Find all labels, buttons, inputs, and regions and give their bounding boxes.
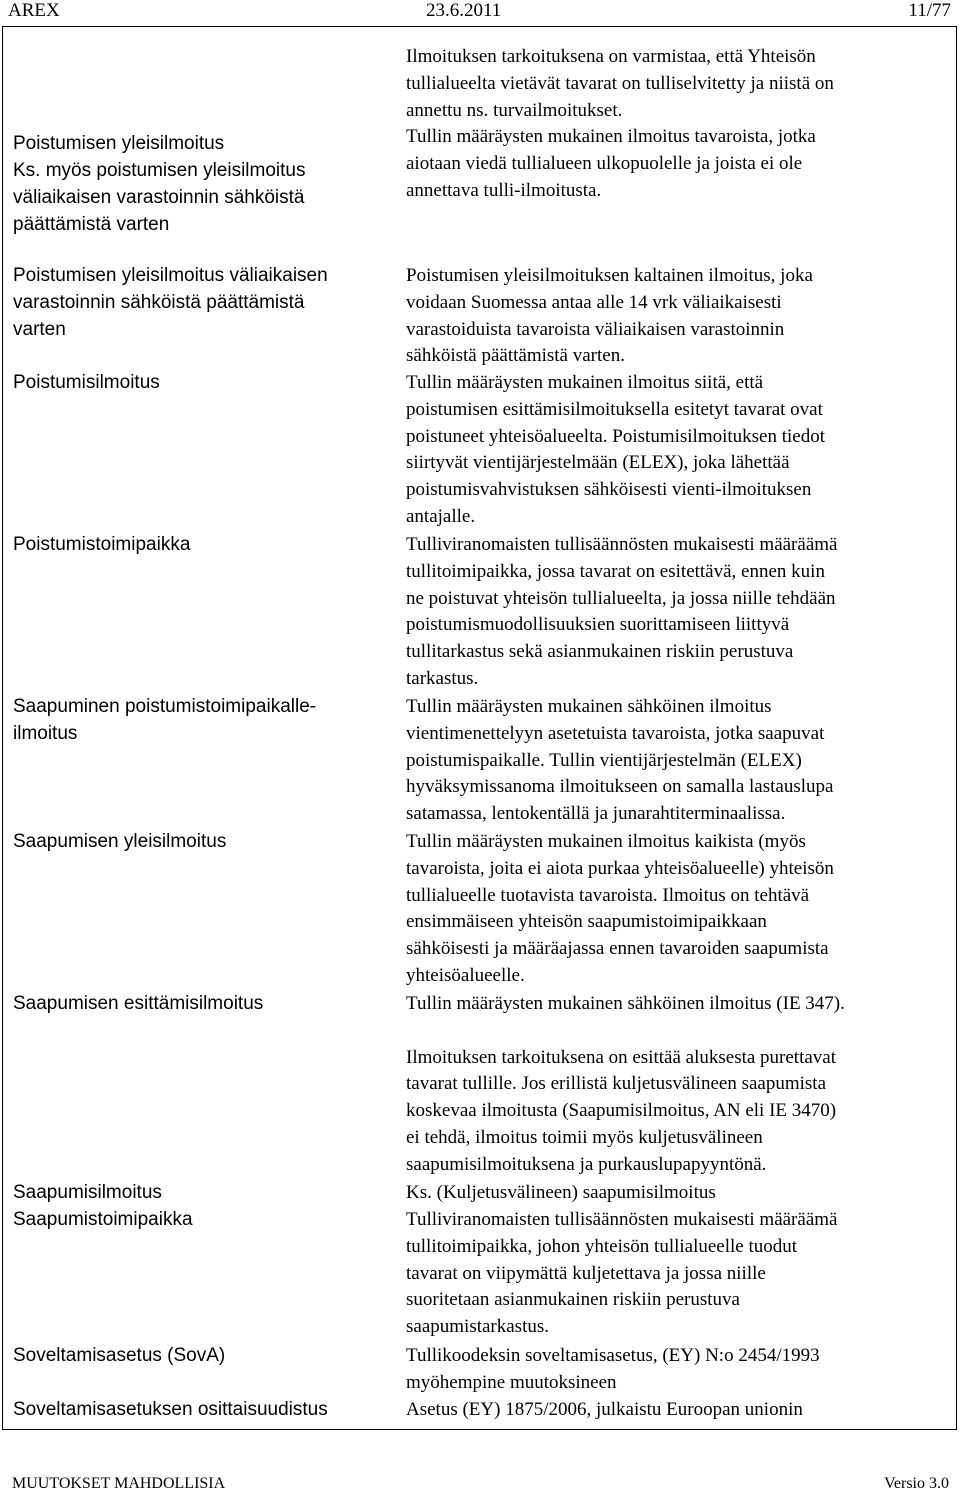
term-line: Ks. myös poistumisen yleisilmoitus <box>13 159 306 181</box>
definition-line <box>406 1018 845 1045</box>
definition-line: Ks. (Kuljetusvälineen) saapumisilmoitus <box>406 1182 716 1203</box>
glossary-definition <box>406 694 833 828</box>
term-line <box>13 78 305 105</box>
glossary-definition <box>406 1180 716 1207</box>
definition-line: vientimenettelyyn asetetuista tavaroista, jotka saapuvat <box>406 722 825 744</box>
definition-line: poistuneet yhteisöalueelta. Poistumisilmoituksen tiedot <box>406 425 826 447</box>
definition-line: Tullin määräysten mukainen ilmoitus siitä, että <box>406 372 764 393</box>
term-line: varastoinnin sähköistä päättämistä <box>13 291 305 313</box>
term-line: varten <box>13 318 66 340</box>
definition-line: tullialueelta vietävät tavarat on tulliselvitetty ja niistä on <box>406 72 834 94</box>
glossary-definition <box>406 1207 837 1341</box>
glossary-term <box>13 829 226 856</box>
definition-line: ei tehdä, ilmoitus toimii myös kuljetusvälineen <box>406 1126 763 1148</box>
definition-line: tarkastus. <box>406 667 479 689</box>
footer-version: Versio 3.0 <box>884 1475 949 1492</box>
footer-notice: MUUTOKSET MAHDOLLISIA <box>12 1475 226 1492</box>
term-line: ilmoitus <box>13 722 78 744</box>
definition-line: annettu ns. turvailmoitukset. <box>406 99 623 121</box>
definition-line: Tullin määräysten mukainen sähköinen ilmoitus (IE 347). <box>406 993 845 1014</box>
glossary-term <box>13 991 263 1018</box>
definition-line: tavarat on viipymättä kuljetettava ja jossa niille <box>406 1262 766 1284</box>
definition-line: Tullin määräysten mukainen ilmoitus kaikista (myös <box>406 831 806 852</box>
definition-line: poistumispaikalle. Tullin vientijärjestelmän (ELEX) <box>406 749 802 771</box>
definition-line: annettava tulli-ilmoitusta. <box>406 179 602 201</box>
definition-line: Tulliviranomaisten tullisäännösten mukaisesti määräämä <box>406 1209 838 1230</box>
term-line: Saapumisen esittämisilmoitus <box>13 993 264 1014</box>
definition-line: siirtyvät vientijärjestelmään (ELEX), joka lähettää <box>406 452 790 474</box>
glossary-definition <box>406 532 837 693</box>
definition-line: suoritetaan asianmukainen riskiin perustuva <box>406 1289 740 1311</box>
definition-line: Tullin määräysten mukainen ilmoitus tavaroista, jotka <box>406 126 816 148</box>
term-line: Poistumistoimipaikka <box>13 534 191 555</box>
term-line <box>13 51 305 78</box>
glossary-definition <box>406 1397 803 1424</box>
definition-line: hyväksymissanoma ilmoitukseen on samalla lastauslupa <box>406 776 834 798</box>
glossary-definition <box>406 263 813 370</box>
glossary-term <box>13 1397 328 1424</box>
definition-line: Ilmoituksen tarkoituksena on esittää aluksesta purettavat <box>406 1046 837 1068</box>
definition-line: antajalle. <box>406 505 476 527</box>
glossary-term <box>13 1343 225 1370</box>
definition-line: sähköisesti ja määräajassa ennen tavaroiden saapumista <box>406 938 829 960</box>
glossary-term <box>13 1180 162 1207</box>
term-line: Poistumisen yleisilmoitus väliaikaisen <box>13 265 328 286</box>
definition-line: yhteisöalueelle. <box>406 964 525 986</box>
definition-line: ensimmäiseen yhteisön saapumistoimipaikkaan <box>406 911 767 933</box>
term-line: Soveltamisasetus (SovA) <box>13 1345 226 1366</box>
definition-line: Tullikoodeksin soveltamisasetus, (EY) N:o 2454/1993 <box>406 1345 820 1366</box>
term-line: Saapumisilmoitus <box>13 1182 162 1203</box>
term-line: Saapuminen poistumistoimipaikalle- <box>13 696 317 717</box>
definition-line: varastoiduista tavaroista väliaikaisen varastoinnin <box>406 318 785 340</box>
document-code: AREX <box>8 0 60 21</box>
definition-line: tullialueelle tuotavista tavaroista. Ilmoitus on tehtävä <box>406 884 810 906</box>
page-header <box>0 0 960 24</box>
term-line <box>13 104 305 131</box>
definition-line: voidaan Suomessa antaa alle 14 vrk väliaikaisesti <box>406 291 782 313</box>
definition-line: saapumisilmoituksena ja purkauslupapyyntönä. <box>406 1153 767 1175</box>
term-line: päättämistä varten <box>13 213 170 235</box>
definition-line: poistumisen esittämisilmoituksella esitetyt tavarat ovat <box>406 398 823 420</box>
page-footer <box>0 1474 960 1494</box>
definition-line: sähköistä päättämistä varten. <box>406 345 625 367</box>
glossary-definition <box>406 1343 820 1397</box>
glossary-term <box>13 1207 193 1234</box>
glossary-definition <box>406 370 825 531</box>
definition-line: saapumistarkastus. <box>406 1316 550 1338</box>
term-line: Poistumisen yleisilmoitus <box>13 133 225 155</box>
definition-line: tavaroista, joita ei aiota purkaa yhteisöalueelle) yhteisön <box>406 857 834 879</box>
definition-line: Asetus (EY) 1875/2006, julkaistu Euroopan unionin <box>406 1399 803 1420</box>
definition-line: koskevaa ilmoitusta (Saapumisilmoitus, AN eli IE 3470) <box>406 1100 837 1122</box>
definition-line: Tullin määräysten mukainen sähköinen ilmoitus <box>406 696 772 717</box>
definition-line: tavarat tullille. Jos erillistä kuljetusvälineen saapumista <box>406 1073 827 1095</box>
glossary-definition <box>406 991 845 1179</box>
definition-line: tullitarkastus sekä asianmukainen riskiin perustuva <box>406 641 794 663</box>
glossary-term <box>13 24 305 238</box>
term-line: Saapumistoimipaikka <box>13 1209 193 1230</box>
definition-line: satamassa, lentokentällä ja junarahtiterminaalissa. <box>406 803 786 825</box>
definition-line: Tulliviranomaisten tullisäännösten mukaisesti määräämä <box>406 534 838 555</box>
definition-line: tullitoimipaikka, jossa tavarat on esitettävä, ennen kuin <box>406 560 825 582</box>
glossary-term <box>13 370 160 397</box>
definition-line: myöhempine muutoksineen <box>406 1371 617 1393</box>
definition-line: Poistumisen yleisilmoituksen kaltainen ilmoitus, joka <box>406 265 813 286</box>
glossary-term <box>13 532 190 559</box>
document-date: 23.6.2011 <box>426 0 502 21</box>
term-line: Saapumisen yleisilmoitus <box>13 831 227 852</box>
glossary-definition <box>406 829 834 990</box>
definition-line: tullitoimipaikka, johon yhteisön tullialueelle tuodut <box>406 1235 798 1257</box>
glossary-term <box>13 263 328 343</box>
definition-line: poistumismuodollisuuksien suorittamiseen liittyvä <box>406 614 790 636</box>
glossary-term <box>13 694 316 748</box>
definition-line: aiotaan viedä tullialueen ulkopuolelle ja joista ei ole <box>406 153 803 175</box>
definition-line: poistumisvahvistuksen sähköisesti vienti-ilmoituksen <box>406 479 812 501</box>
page-number: 11/77 <box>908 0 951 21</box>
term-line: Soveltamisasetuksen osittaisuudistus <box>13 1399 328 1420</box>
term-line <box>13 24 305 51</box>
term-line: Poistumisilmoitus <box>13 372 160 393</box>
glossary-definition <box>406 44 834 205</box>
definition-line: Ilmoituksen tarkoituksena on varmistaa, että Yhteisön <box>406 46 816 67</box>
definition-line: ne poistuvat yhteisön tullialueelta, ja jossa niille tehdään <box>406 587 836 609</box>
term-line: väliaikaisen varastoinnin sähköistä <box>13 186 305 208</box>
